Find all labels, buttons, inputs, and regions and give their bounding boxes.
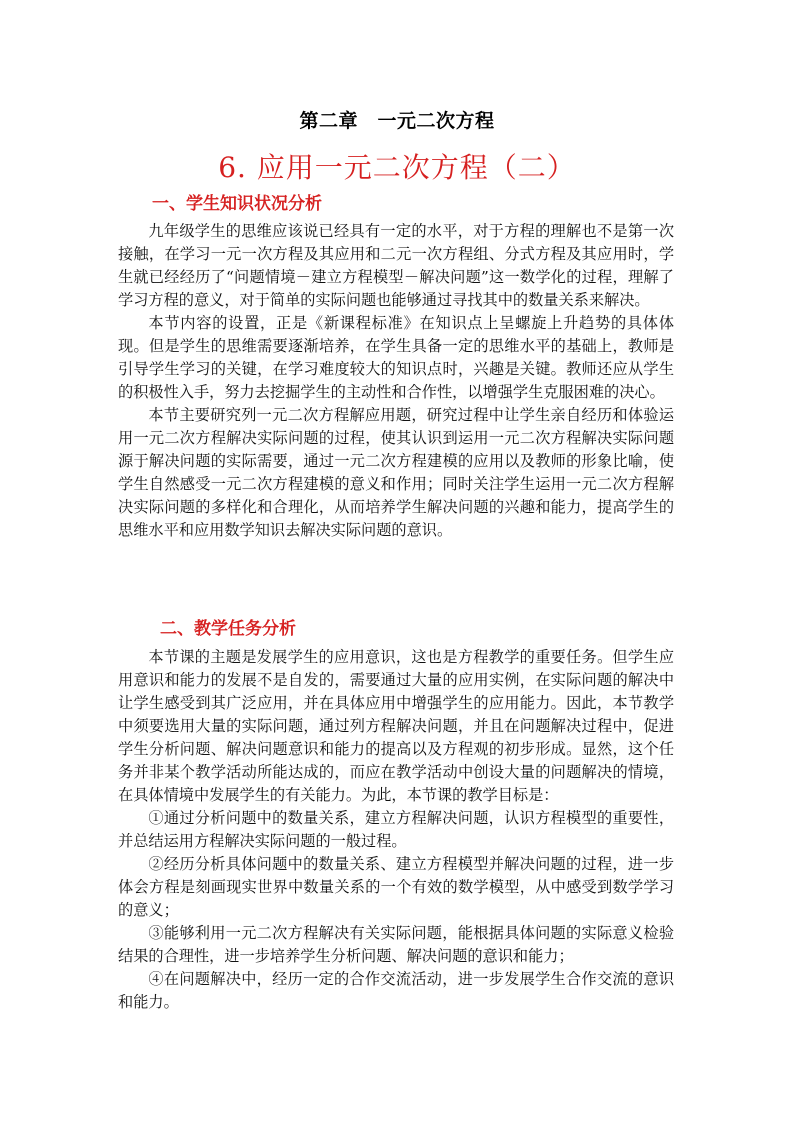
paragraph: 本节内容的设置，正是《新课程标准》在知识点上呈螺旋上升趋势的具体体现。但是学生的思维需要逐渐培养，在学生具备一定的思维水平的基础上，教师是引导学生学习的关键，在学习难度较大的知识点时，兴趣是关键。教师还应从学生的积极性入手，努力去挖掘学生的主动性和合作性，以增强学生克服困难的决心。 [118,314,674,401]
paragraph: 本节主要研究列一元二次方程解应用题，研究过程中让学生亲自经历和体验运用一元二次方程解决实际问题的过程，使其认识到运用一元二次方程解决实际问题源于解决问题的实际需要，通过一元二次方程建模的应用以及教师的形象比喻，使学生自然感受一元二次方程建模的意义和作用；同时关注学生运用一元二次方程解决实际问题的多样化和合理化，从而培养学生解决问题的兴趣和能力，提高学生的思维水平和应用数学知识去解决实际问题的意识。 [118,406,674,539]
section-heading-teaching-task: 二、教学任务分析 [160,619,296,639]
goal-item: ③能够利用一元二次方程解决有关实际问题，能根据具体问题的实际意义检验结果的合理性，进一步培养学生分析问题、解决问题的意识和能力； [118,924,674,965]
chapter-title: 第二章 一元二次方程 [299,110,495,132]
section-teaching-task-body [118,646,674,1014]
paragraph: 本节课的主题是发展学生的应用意识，这也是方程教学的重要任务。但学生应用意识和能力的发展不是自发的，需要通过大量的应用实例，在实际问题的解决中让学生感受到其广泛应用，并在具体应用中增强学生的应用能力。因此，本节教学中须要选用大量的实际问题，通过列方程解决问题，并且在问题解决过程中，促进学生分析问题、解决问题意识和能力的提高以及方程观的初步形成。显然，这个任务并非某个教学活动所能达成的，而应在教学活动中创设大量的问题解决的情境，在具体情境中发展学生的有关能力。为此，本节课的教学目标是： [118,648,674,804]
goal-item: ②经历分析具体问题中的数量关系、建立方程模型并解决问题的过程，进一步体会方程是刻画现实世界中数量关系的一个有效的数学模型，从中感受到数学学习的意义； [118,855,674,919]
goal-item: ④在问题解决中，经历一定的合作交流活动，进一步发展学生合作交流的意识和能力。 [118,970,674,1011]
section-heading-student-knowledge: 一、学生知识状况分析 [152,194,322,214]
lesson-title: 6. 应用一元二次方程（二） [218,151,576,184]
paragraph: 九年级学生的思维应该说已经具有一定的水平，对于方程的理解也不是第一次接触，在学习一元一次方程及其应用和二元一次方程组、分式方程及其应用时，学生就已经经历了“问题情境－建立方程模型－解决问题”这一数学化的过程，理解了学习方程的意义，对于简单的实际问题也能够通过寻找其中的数量关系来解决。 [118,222,674,309]
section-student-knowledge-body [118,220,674,542]
goal-item: ①通过分析问题中的数量关系，建立方程解决问题，认识方程模型的重要性，并总结运用方程解决实际问题的一般过程。 [118,809,674,850]
